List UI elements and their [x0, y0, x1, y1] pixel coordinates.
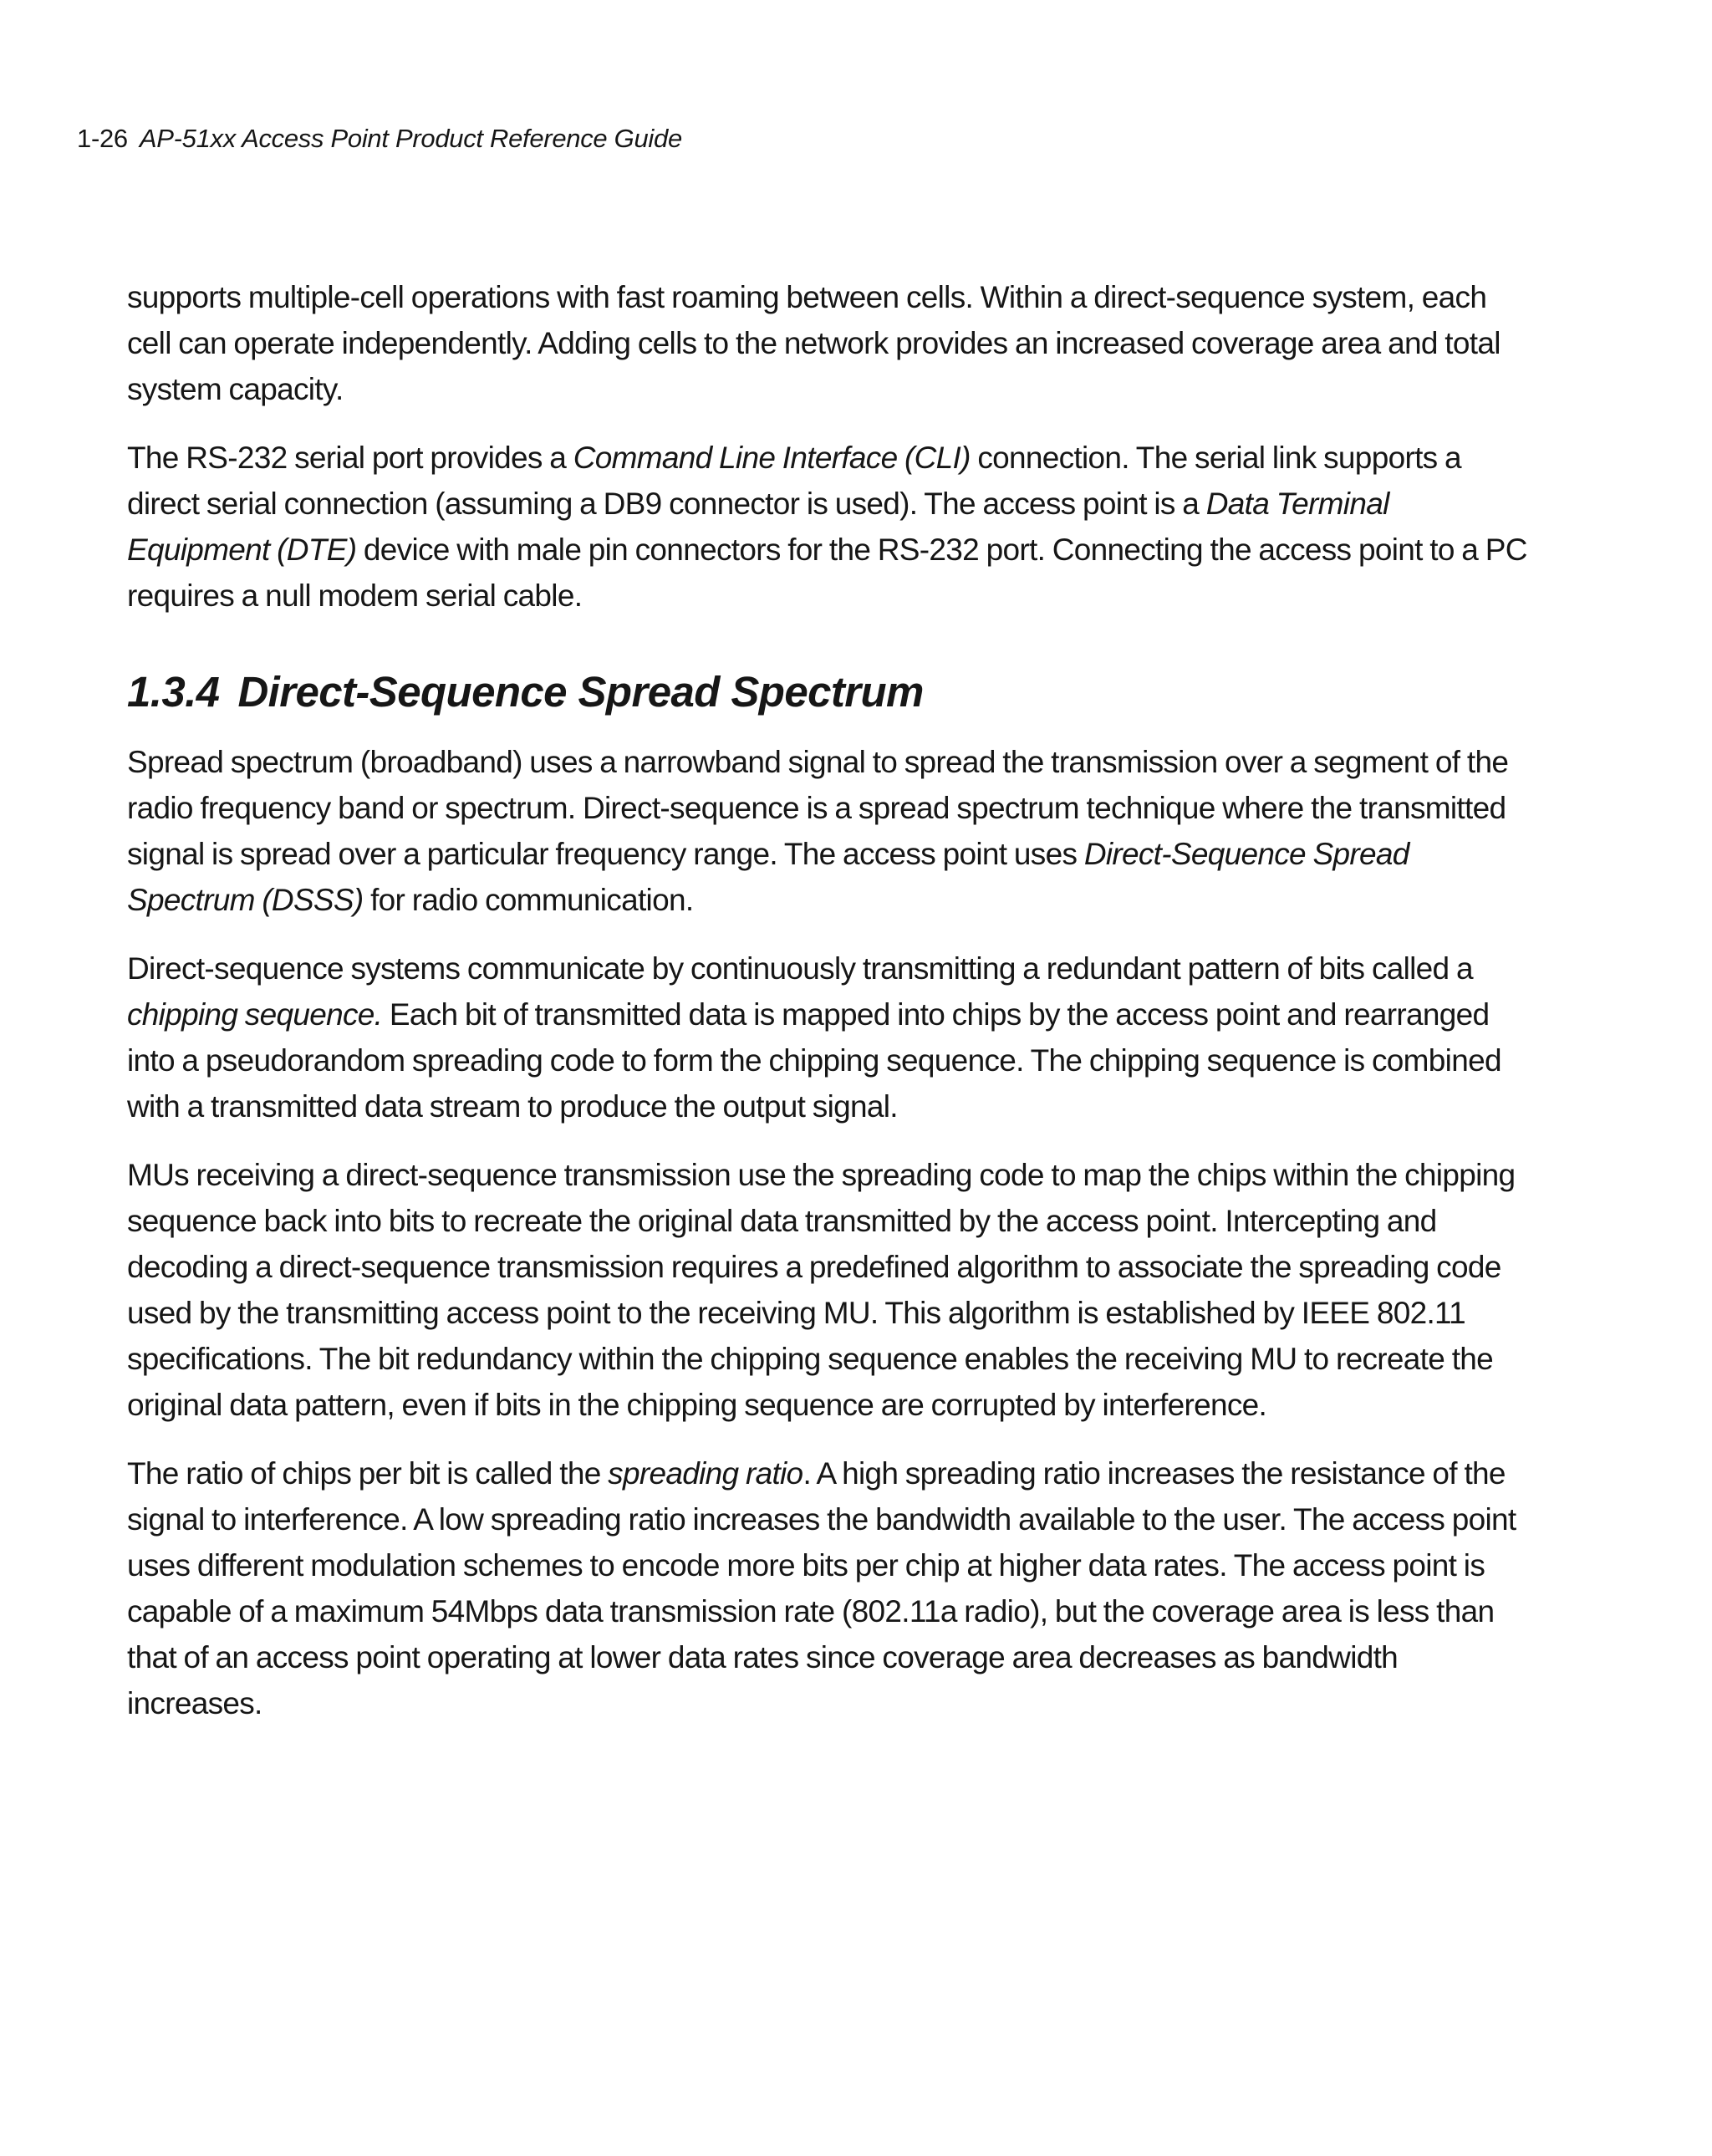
running-header: [77, 122, 682, 155]
term-chipping-sequence: chipping sequence.: [127, 997, 383, 1032]
paragraph-mu-receiving: MUs receiving a direct-sequence transmission use the spreading code to map the chips within the chipping sequence back into bits to recreate the original data transmitted by the access point. Intercepting and decoding a direct-sequence transmission requires a predefined algorithm to associate the spreading code used by the transmitting access point to the receiving MU. This algorithm is established by IEEE 802.11 specifications. The bit redundancy within the chipping sequence enables the receiving MU to recreate the original data pattern, even if bits in the chipping sequence are corrupted by interference.: [127, 1158, 1516, 1422]
paragraph-chipping-sequence: Direct-sequence systems communicate by continuously transmitting a redundant pattern of bits called a chipping sequence. Each bit of transmitted data is mapped into chips by the access point and rearranged into a pseudorandom spreading code to form the chipping sequence. The chipping sequence is combined with a transmitted data stream to produce the output signal.: [127, 951, 1501, 1124]
term-cli: Command Line Interface (CLI): [573, 441, 971, 475]
paragraph-rs232: The RS-232 serial port provides a Command Line Interface (CLI) connection. The serial link supports a direct serial connection (assuming a DB9 connector is used). The access point is a Data Terminal Equipment (DTE) device with male pin connectors for the RS-232 port. Connecting the access point to a PC requires a null modem serial cable.: [127, 441, 1527, 613]
section-title: Direct-Sequence Spread Spectrum: [237, 668, 924, 716]
term-dsss: Direct-Sequence Spread Spectrum (DSSS): [127, 837, 1409, 917]
section-heading: [127, 665, 1531, 719]
term-spreading-ratio: spreading ratio: [608, 1456, 803, 1491]
paragraph-spread-spectrum: Spread spectrum (broadband) uses a narrowband signal to spread the transmission over a segment of the radio frequency band or spectrum. Direct-sequence is a spread spectrum technique where the transmitted signal is spread over a particular frequency range. The access point uses Direct-Sequence Spread Spectrum (DSSS) for radio communication.: [127, 745, 1509, 917]
paragraph-multiple-cell: supports multiple-cell operations with fast roaming between cells. Within a direct-sequence system, each cell can operate independently. Adding cells to the network provides an increased coverage area and total system capacity.: [127, 280, 1501, 406]
page-number: 1-26: [77, 124, 128, 153]
paragraph-spreading-ratio: The ratio of chips per bit is called the spreading ratio. A high spreading ratio increases the resistance of the signal to interference. A low spreading ratio increases the bandwidth available to the user. The access point uses different modulation schemes to encode more bits per chip at higher data rates. The access point is capable of a maximum 54Mbps data transmission rate (802.11a radio), but the coverage area is less than that of an access point operating at lower data rates since coverage area decreases as bandwidth increases.: [127, 1456, 1516, 1720]
guide-title: AP-51xx Access Point Product Reference Guide: [139, 124, 682, 153]
term-dte: Data Terminal Equipment (DTE): [127, 487, 1389, 567]
page-body: [127, 274, 1531, 1726]
section-number: 1.3.4: [127, 668, 220, 716]
